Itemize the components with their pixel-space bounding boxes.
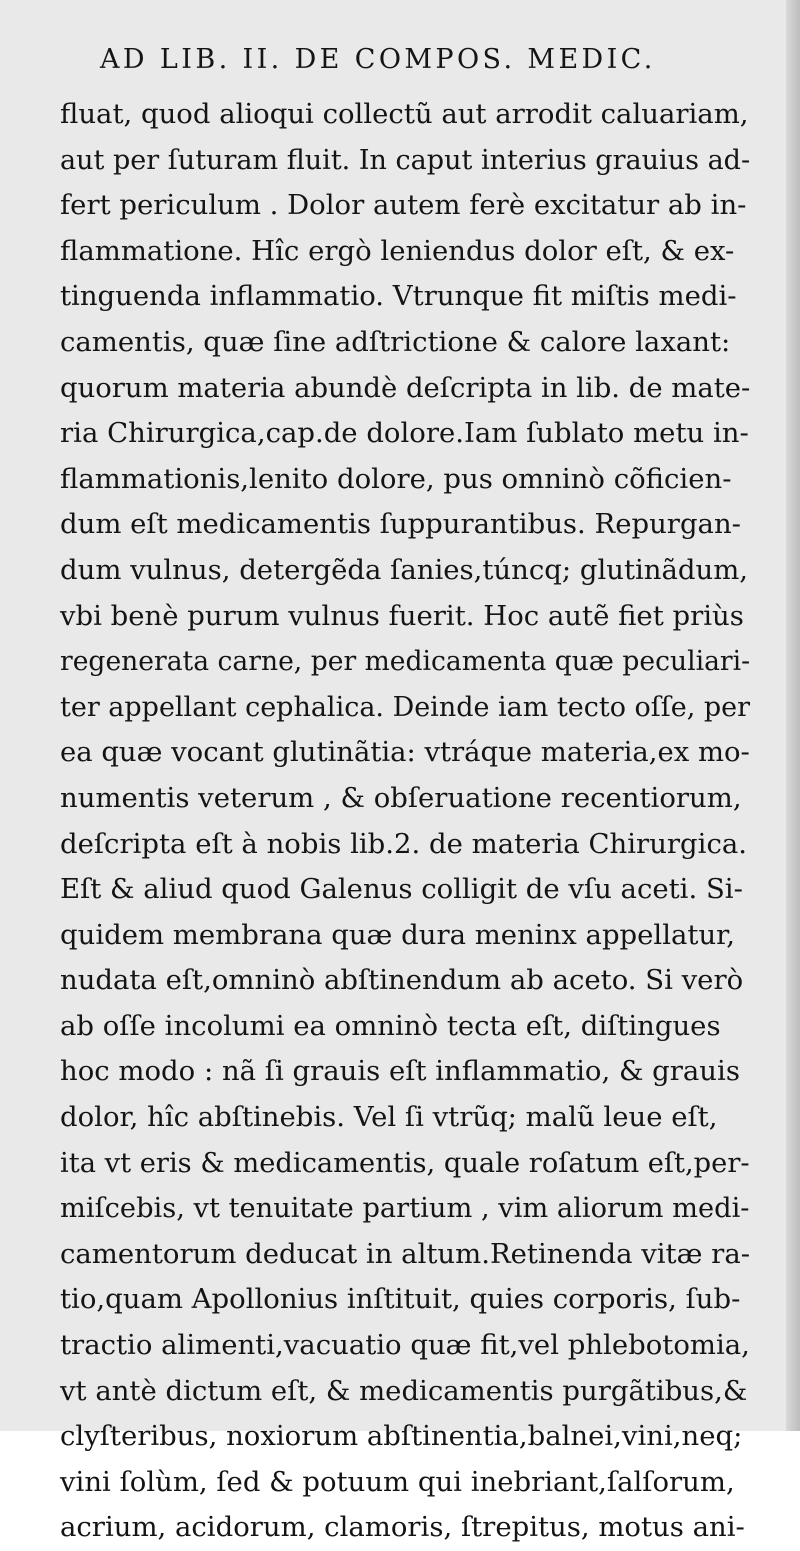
text-line: regenerata carne, per medicamenta quæ peculiari-: [60, 645, 751, 678]
text-line: ria Chirurgica,cap.de dolore.Iam ſublato metu in-: [60, 417, 749, 450]
text-line: vt antè dictum eſt, & medicamentis purgãtibus,&: [60, 1374, 748, 1407]
text-line: tio,quam Apollonius inſtituit, quies corporis, ſub-: [60, 1283, 741, 1316]
text-line: ea quæ vocant glutinãtia: vtráque materia,ex mo-: [60, 736, 750, 769]
text-line: flammationis,lenito dolore, pus omninò cõficien-: [60, 462, 732, 495]
text-line: vbi benè purum vulnus fuerit. Hoc autẽ fiet priùs: [60, 599, 744, 632]
text-line: dum vulnus, detergẽda ſanies,túncq; glutinãdum,: [60, 553, 749, 586]
text-line: aut per ſuturam fluit. In caput interius grauius ad-: [60, 143, 751, 176]
text-line: numentis veterum , & obſeruatione recentiorum,: [60, 781, 742, 814]
text-line: camentis, quæ ſine adſtrictione & calore laxant:: [60, 325, 731, 358]
text-line: clyſteribus, noxiorum abſtinentia,balnei,vini,neq;: [60, 1420, 743, 1453]
body-text: [60, 92, 750, 1551]
text-line: ita vt eris & medicamentis, quale roſatum eſt,per-: [60, 1146, 750, 1179]
text-line: camentorum deducat in altum.Retinenda vitæ ra-: [60, 1237, 751, 1270]
text-line: miſcebis, vt tenuitate partium , vim aliorum medi-: [60, 1192, 750, 1225]
text-line: acrium, acidorum, clamoris, ſtrepitus, motus ani-: [60, 1511, 745, 1544]
text-line: fert periculum . Dolor autem ferè excitatur ab in-: [60, 189, 747, 222]
text-line: tinguenda inflammatio. Vtrunque fit miſtis medi-: [60, 280, 737, 313]
text-line: tractio alimenti,vacuatio quæ fit,vel phlebotomia,: [60, 1329, 750, 1362]
text-line: dolor, hîc abſtinebis. Vel ſi vtrũq; malũ leue eſt,: [60, 1101, 718, 1134]
text-line: quidem membrana quæ dura meninx appellatur,: [60, 918, 736, 951]
text-line: fluat, quod alioqui collectũ aut arrodit caluariam,: [60, 98, 749, 130]
text-line: ter appellant cephalica. Deinde iam tecto oſſe, per: [60, 690, 751, 723]
text-line: hoc modo : nã ſi grauis eſt inflammatio, & grauis: [60, 1055, 740, 1088]
text-line: ab oſſe incolumi ea omninò tecta eſt, diſtingues: [60, 1009, 721, 1042]
page-edge: [786, 0, 800, 1431]
text-line: vini ſolùm, ſed & potuum qui inebriant,ſalſorum,: [60, 1465, 735, 1498]
text-line: nudata eſt,omninò abſtinendum ab aceto. Si verò: [60, 964, 744, 997]
text-line: flammatione. Hîc ergò leniendus dolor eſt, & ex-: [60, 234, 735, 267]
text-line: quorum materia abundè deſcripta in lib. de mate-: [60, 371, 751, 404]
text-line: dum eſt medicamentis ſuppurantibus. Repurgan-: [60, 508, 741, 541]
running-head: AD LIB. II. DE COMPOS. MEDIC.: [100, 44, 656, 75]
text-line: Eſt & aliud quod Galenus colligit de vſu aceti. Si-: [60, 873, 743, 906]
text-line: deſcripta eſt à nobis lib.2. de materia Chirurgica.: [60, 827, 747, 860]
